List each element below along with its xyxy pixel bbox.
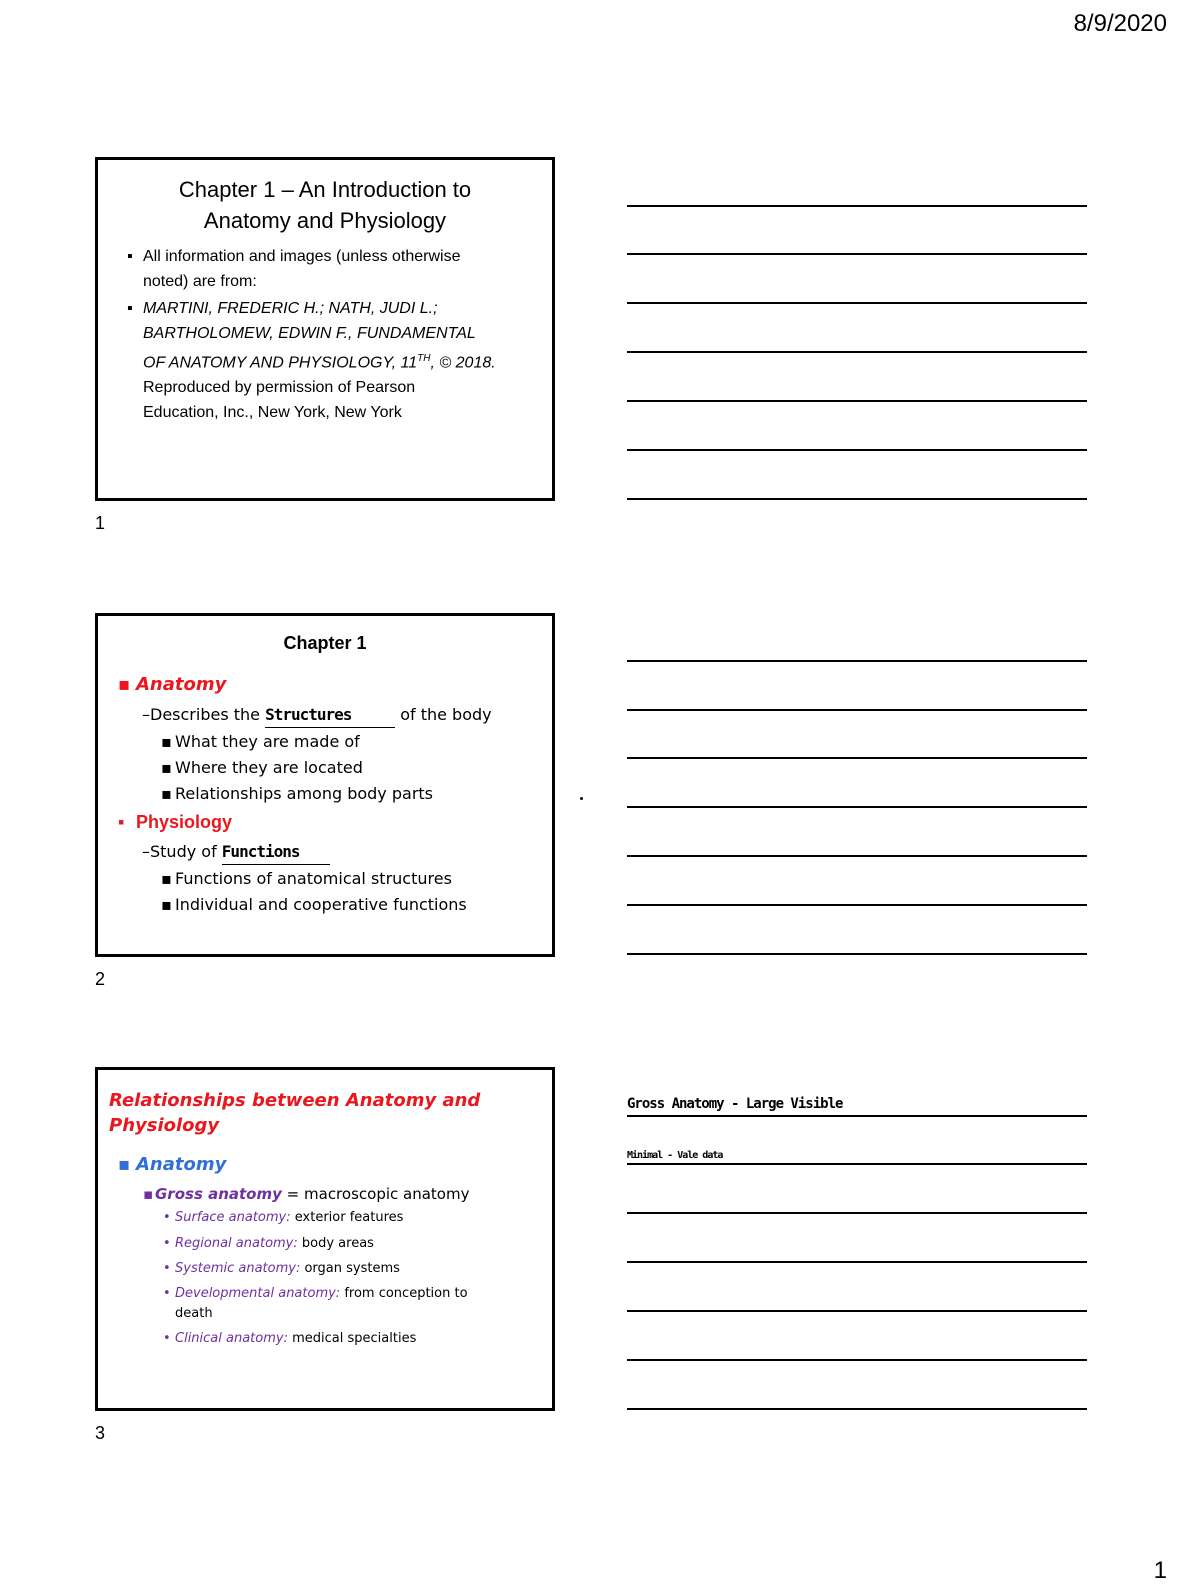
list-item: • Systemic anatomy: organ systems	[175, 1259, 400, 1279]
note-line	[627, 1408, 1087, 1410]
stray-dot	[580, 797, 583, 800]
bullet-icon: ▪	[127, 248, 133, 265]
bullet-icon: ▪	[161, 784, 172, 803]
note-line	[627, 1212, 1087, 1214]
bullet-icon: •	[163, 1331, 171, 1346]
note-line	[627, 855, 1087, 857]
bullet-icon: ▪	[143, 1185, 154, 1203]
sub-bullet: ▪ Functions of anatomical structures	[175, 866, 452, 891]
slide-3	[95, 1067, 555, 1411]
note-line	[627, 1310, 1087, 1312]
anatomy-heading: ▪ Anatomy	[118, 1154, 227, 1175]
note-line	[627, 709, 1087, 711]
bullet-icon: ▪	[161, 732, 172, 751]
bullet-icon: ▪	[118, 1154, 131, 1175]
bullet-icon: ▪	[127, 300, 133, 317]
bullet-icon: •	[163, 1210, 171, 1225]
note-line	[627, 400, 1087, 402]
sub-bullet: ▪ Individual and cooperative functions	[175, 892, 467, 917]
note-line	[627, 302, 1087, 304]
sub-bullet: ▪ Relationships among body parts	[175, 781, 433, 806]
sub-bullet: ▪ What they are made of	[175, 729, 360, 754]
slide-1-title: Chapter 1 – An Introduction to Anatomy and Physiology	[178, 177, 472, 233]
note-line	[627, 1115, 1087, 1117]
list-item: • Clinical anatomy: medical specialties	[175, 1329, 416, 1349]
list-item: • Regional anatomy: body areas	[175, 1234, 374, 1254]
handwritten-functions: Functions	[222, 839, 330, 865]
handwritten-note-1: Gross Anatomy - Large Visible	[627, 1096, 843, 1112]
bullet-icon: ▪	[161, 758, 172, 777]
note-line	[627, 904, 1087, 906]
note-line	[627, 1359, 1087, 1361]
slide-number-3: 3	[95, 1423, 106, 1443]
describes-line: –Describes the Structures of the body	[142, 702, 492, 728]
bullet-icon: •	[163, 1236, 171, 1251]
bullet-icon: ▪	[118, 674, 131, 695]
note-line	[627, 660, 1087, 662]
note-line	[627, 351, 1087, 353]
bullet-icon: ▪	[118, 812, 125, 832]
note-line	[627, 806, 1087, 808]
list-item: • Surface anatomy: exterior features	[175, 1208, 403, 1228]
note-line	[627, 449, 1087, 451]
slide-3-title: Relationships between Anatomy and Physiology	[109, 1090, 481, 1136]
date-header: 8/9/2020	[1073, 10, 1167, 37]
note-line	[627, 1261, 1087, 1263]
note-line	[627, 953, 1087, 955]
note-line	[627, 205, 1087, 207]
anatomy-heading: ▪ Anatomy	[118, 674, 227, 695]
slide-1	[95, 157, 555, 501]
slide-2	[95, 613, 555, 957]
note-line	[627, 757, 1087, 759]
gross-anatomy-line: ▪ Gross anatomy = macroscopic anatomy	[155, 1182, 469, 1207]
note-line	[627, 498, 1087, 500]
bullet-icon: ▪	[161, 895, 172, 914]
slide-1-bullet-2: ▪ MARTINI, FREDERIC H.; NATH, JUDI L.; BARTHOLOMEW, EDWIN F., FUNDAMENTAL OF ANATOMY AND PHYSIOLOGY, 11TH, © 2018. Reproduced by permission of Pearson Education, Inc., New York, New York	[143, 296, 543, 425]
list-item: • Developmental anatomy: from conception to death	[163, 1286, 468, 1321]
bullet-icon: •	[163, 1286, 171, 1301]
handwritten-structures: Structures	[265, 702, 395, 728]
handwritten-note-2: Minimal - Vale data	[627, 1150, 723, 1161]
bullet-icon: ▪	[161, 869, 172, 888]
sub-bullet: ▪ Where they are located	[175, 755, 363, 780]
citation-line: OF ANATOMY AND PHYSIOLOGY, 11TH, © 2018.	[143, 353, 496, 372]
page-number: 1	[1153, 1557, 1167, 1584]
bullet-icon: •	[163, 1261, 171, 1276]
study-line: –Study of Functions	[142, 839, 330, 865]
slide-number-1: 1	[95, 513, 106, 533]
slide-2-title: Chapter 1	[283, 633, 367, 653]
slide-number-2: 2	[95, 969, 106, 989]
note-line	[627, 1163, 1087, 1165]
slide-1-bullet-1: ▪ All information and images (unless otherwise noted) are from:	[143, 244, 543, 294]
physiology-heading: ▪ Physiology	[136, 810, 232, 835]
note-line	[627, 253, 1087, 255]
